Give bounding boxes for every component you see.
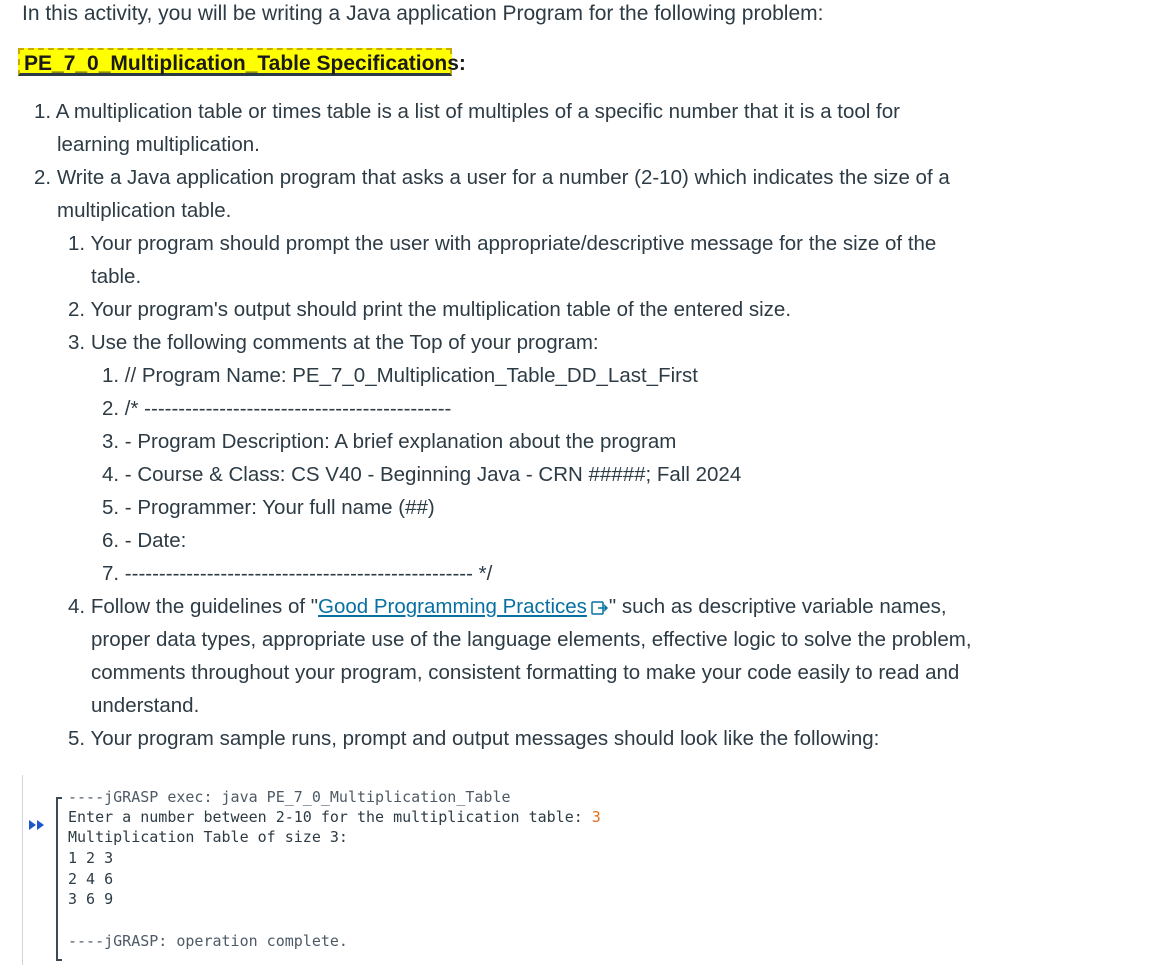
list-item-2 (34, 166, 950, 190)
console-row-1: 1 2 3 (68, 849, 114, 867)
console-row-2: 2 4 6 (68, 870, 114, 888)
list-item-1 (34, 100, 900, 124)
good-programming-practices-link[interactable]: Good Programming Practices (318, 595, 587, 618)
sub-item-1-cont: table. (91, 265, 142, 288)
console-exec-line: ----jGRASP exec: java PE_7_0_Multiplication_Table (68, 788, 511, 806)
sub-item-4 (68, 595, 947, 622)
item-text: A multiplication table or times table is a list of multiples of a specific number that it is a tool for (55, 100, 900, 123)
comment-line-1: 1. // Program Name: PE_7_0_Multiplication_Table_DD_Last_First (102, 364, 698, 387)
console-left-border (22, 775, 23, 965)
console-output (22, 775, 722, 965)
item-number: 2. (68, 298, 86, 321)
item-number: 3. (68, 331, 86, 354)
list-item-1-cont: learning multiplication. (57, 133, 260, 156)
comment-line-3: 3. - Program Description: A brief explanation about the program (102, 430, 677, 453)
comment-line-2: 2. /* --------------------------------------------- (102, 397, 452, 420)
console-complete-line: ----jGRASP: operation complete. (68, 932, 348, 950)
item-text-post: " such as descriptive variable names, (608, 595, 947, 618)
item-text: Your program sample runs, prompt and output messages should look like the following: (90, 727, 880, 750)
sub-item-3 (68, 331, 599, 355)
item-text-pre: Follow the guidelines of " (90, 595, 319, 618)
external-link-icon (591, 598, 609, 622)
comment-line-4: 4. - Course & Class: CS V40 - Beginning Java - CRN #####; Fall 2024 (102, 463, 742, 486)
sub-item-4-cont-2: comments throughout your program, consistent formatting to make your code easily to read and (91, 661, 960, 684)
sub-item-4-cont-1: proper data types, appropriate use of the language elements, effective logic to solve the problem, (91, 628, 972, 651)
item-text: Use the following comments at the Top of your program: (90, 331, 599, 354)
comment-line-6: 6. - Date: (102, 529, 187, 552)
item-number: 4. (68, 595, 86, 618)
list-item-2-cont: multiplication table. (57, 199, 232, 222)
console-bracket (56, 797, 62, 961)
console-heading: Multiplication Table of size 3: (68, 828, 348, 846)
item-text: Your program should prompt the user with appropriate/descriptive message for the size of the (90, 232, 937, 255)
item-text: Your program's output should print the multiplication table of the entered size. (90, 298, 792, 321)
sub-item-1 (68, 232, 936, 256)
console-input: 3 (591, 808, 601, 826)
comment-line-7: 7. --------------------------------------------------- */ (102, 562, 493, 585)
sub-item-2 (68, 298, 791, 322)
console-prompt: Enter a number between 2-10 for the multiplication table: (68, 808, 592, 826)
console-prompt-line (68, 808, 601, 826)
item-number: 1. (34, 100, 52, 123)
sub-item-4-cont-3: understand. (91, 694, 200, 717)
console-row-3: 3 6 9 (68, 890, 114, 908)
run-arrow-icon (28, 818, 46, 836)
item-number: 5. (68, 727, 86, 750)
item-text: Write a Java application program that asks a user for a number (2-10) which indicates the size of a (56, 166, 950, 189)
comment-line-5: 5. - Programmer: Your full name (##) (102, 496, 435, 519)
sub-item-5 (68, 727, 879, 751)
item-number: 2. (34, 166, 52, 189)
spec-title: PE_7_0_Multiplication_Table Specifications: (18, 48, 452, 76)
item-number: 1. (68, 232, 86, 255)
intro-text: In this activity, you will be writing a Java application Program for the following problem: (22, 2, 824, 25)
